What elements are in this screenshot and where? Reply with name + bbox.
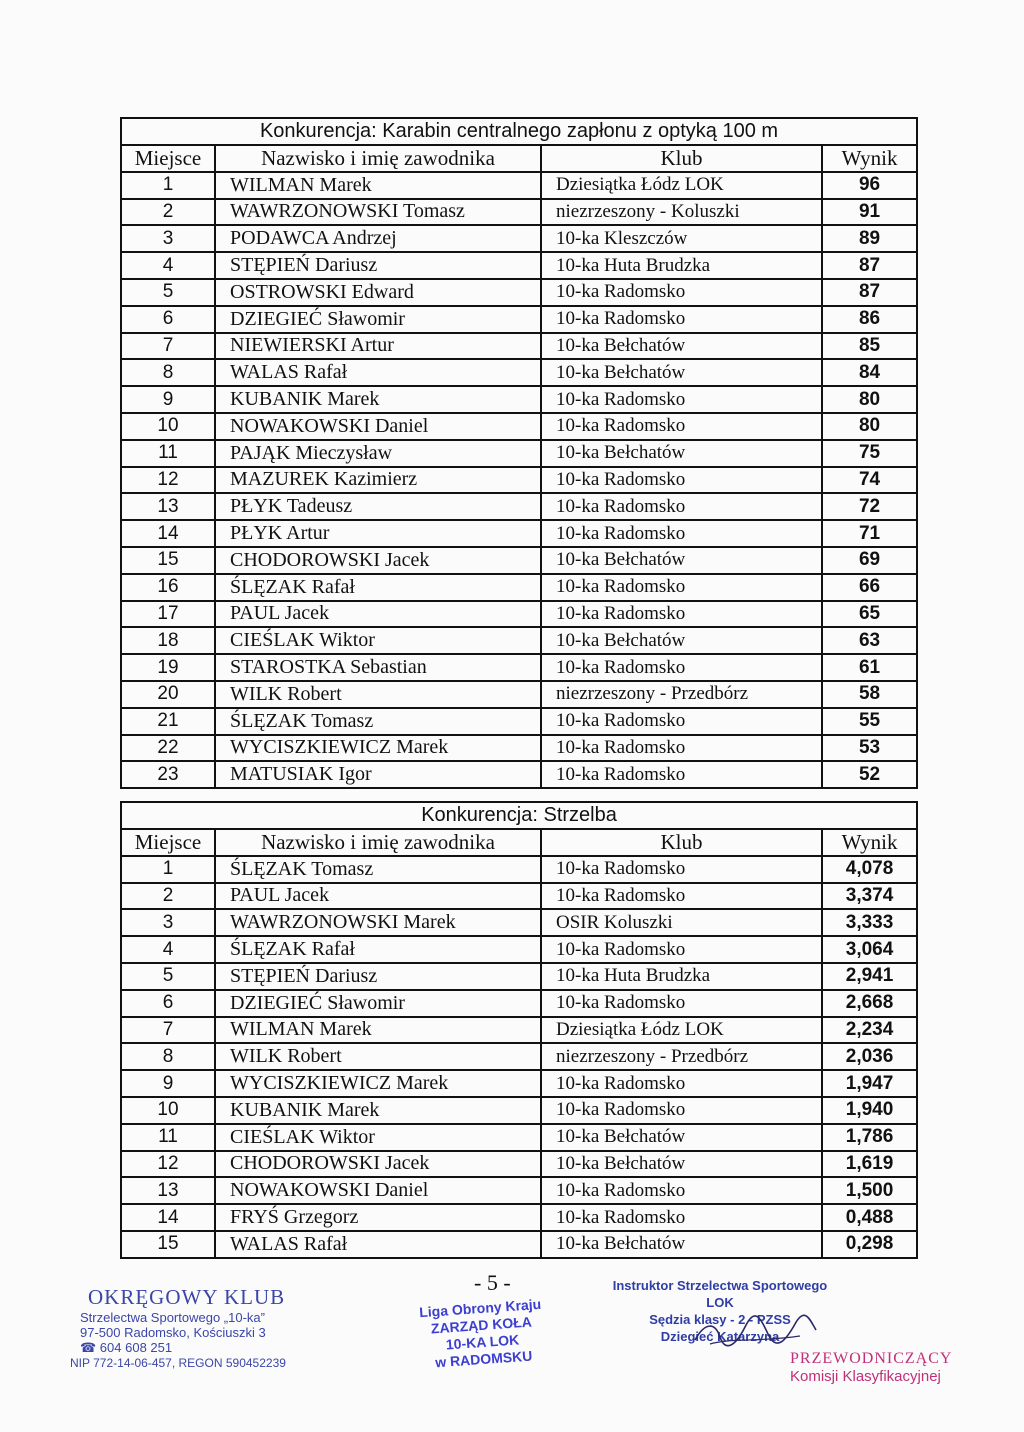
table-row: [121, 225, 917, 252]
cell-place: 20: [121, 681, 215, 708]
cell-club: 10-ka Radomsko: [541, 1070, 822, 1097]
table-row: [121, 547, 917, 574]
cell-place: 19: [121, 654, 215, 681]
cell-place: 12: [121, 467, 215, 494]
cell-score: 84: [822, 359, 917, 386]
table-row: [121, 520, 917, 547]
league-stamp: [390, 1294, 574, 1374]
results-body: [121, 172, 917, 788]
results-table-rifle: [120, 117, 918, 789]
league-stamp-line: ZARZĄD KOŁA: [430, 1313, 533, 1337]
cell-club: 10-ka Bełchatów: [541, 333, 822, 360]
chairman-stamp-title: PRZEWODNICZĄCY: [790, 1350, 953, 1367]
cell-score: 85: [822, 333, 917, 360]
cell-score: 75: [822, 440, 917, 467]
cell-score: 53: [822, 735, 917, 762]
table-row: [121, 1017, 917, 1044]
cell-club: 10-ka Radomsko: [541, 306, 822, 333]
cell-score: 2,234: [822, 1017, 917, 1044]
cell-name: WAWRZONOWSKI Tomasz: [215, 199, 541, 226]
col-header-place: Miejsce: [121, 829, 215, 856]
cell-place: 11: [121, 1124, 215, 1151]
cell-name: DZIEGIEĆ Sławomir: [215, 990, 541, 1017]
cell-score: 80: [822, 413, 917, 440]
cell-club: 10-ka Bełchatów: [541, 440, 822, 467]
cell-score: 87: [822, 279, 917, 306]
table-row: [121, 1231, 917, 1258]
cell-place: 9: [121, 386, 215, 413]
cell-score: 0,488: [822, 1204, 917, 1231]
cell-place: 7: [121, 1017, 215, 1044]
cell-name: WYCISZKIEWICZ Marek: [215, 1070, 541, 1097]
cell-score: 63: [822, 627, 917, 654]
cell-name: WALAS Rafał: [215, 359, 541, 386]
table-row: [121, 1124, 917, 1151]
cell-place: 7: [121, 333, 215, 360]
cell-place: 15: [121, 547, 215, 574]
cell-name: WILMAN Marek: [215, 172, 541, 199]
table-row: [121, 306, 917, 333]
cell-name: NOWAKOWSKI Daniel: [215, 1177, 541, 1204]
cell-place: 6: [121, 990, 215, 1017]
chairman-stamp: [790, 1350, 980, 1385]
cell-place: 3: [121, 225, 215, 252]
cell-place: 10: [121, 1097, 215, 1124]
results-table-shotgun: [120, 801, 918, 1259]
cell-club: 10-ka Bełchatów: [541, 547, 822, 574]
cell-name: PAUL Jacek: [215, 883, 541, 910]
cell-name: PŁYK Tadeusz: [215, 493, 541, 520]
cell-name: WAWRZONOWSKI Marek: [215, 909, 541, 936]
table-row: [121, 333, 917, 360]
cell-place: 11: [121, 440, 215, 467]
table-caption-row: [121, 118, 917, 145]
cell-name: STĘPIEŃ Dariusz: [215, 252, 541, 279]
cell-club: niezrzeszony - Przedbórz: [541, 681, 822, 708]
cell-club: 10-ka Radomsko: [541, 493, 822, 520]
table-row: [121, 735, 917, 762]
cell-place: 4: [121, 252, 215, 279]
cell-score: 74: [822, 467, 917, 494]
page-number: - 5 -: [474, 1270, 511, 1295]
cell-place: 1: [121, 172, 215, 199]
cell-name: MAZUREK Kazimierz: [215, 467, 541, 494]
cell-name: ŚLĘZAK Tomasz: [215, 708, 541, 735]
cell-score: 72: [822, 493, 917, 520]
cell-club: 10-ka Kleszczów: [541, 225, 822, 252]
cell-name: WYCISZKIEWICZ Marek: [215, 735, 541, 762]
cell-score: 69: [822, 547, 917, 574]
cell-club: 10-ka Radomsko: [541, 279, 822, 306]
table-row: [121, 627, 917, 654]
cell-club: niezrzeszony - Koluszki: [541, 199, 822, 226]
cell-club: 10-ka Radomsko: [541, 761, 822, 788]
cell-score: 2,941: [822, 963, 917, 990]
cell-score: 66: [822, 574, 917, 601]
cell-name: WILMAN Marek: [215, 1017, 541, 1044]
table-row: [121, 199, 917, 226]
col-header-name: Nazwisko i imię zawodnika: [215, 829, 541, 856]
table-row: [121, 654, 917, 681]
table-row: [121, 990, 917, 1017]
cell-score: 1,500: [822, 1177, 917, 1204]
cell-club: 10-ka Radomsko: [541, 883, 822, 910]
club-stamp-phone: ☎ 604 608 251: [80, 1340, 173, 1355]
cell-score: 91: [822, 199, 917, 226]
competition-title: Konkurencja: Karabin centralnego zapłonu z optyką 100 m: [121, 118, 917, 145]
table-row: [121, 1070, 917, 1097]
cell-place: 14: [121, 520, 215, 547]
cell-place: 13: [121, 1177, 215, 1204]
cell-place: 4: [121, 936, 215, 963]
table-row: [121, 386, 917, 413]
table-row: [121, 963, 917, 990]
cell-club: 10-ka Radomsko: [541, 413, 822, 440]
cell-score: 3,333: [822, 909, 917, 936]
cell-place: 6: [121, 306, 215, 333]
cell-name: KUBANIK Marek: [215, 386, 541, 413]
cell-name: PŁYK Artur: [215, 520, 541, 547]
cell-club: Dziesiątka Łódz LOK: [541, 172, 822, 199]
chairman-stamp-committee: Komisji Klasyfikacyjnej: [790, 1368, 941, 1385]
cell-club: 10-ka Radomsko: [541, 735, 822, 762]
table-row: [121, 936, 917, 963]
cell-score: 1,940: [822, 1097, 917, 1124]
cell-club: 10-ka Radomsko: [541, 1097, 822, 1124]
cell-score: 1,619: [822, 1151, 917, 1178]
cell-score: 4,078: [822, 856, 917, 883]
cell-name: FRYŚ Grzegorz: [215, 1204, 541, 1231]
col-header-score: Wynik: [822, 829, 917, 856]
club-stamp-line: Strzelectwa Sportowego „10-ka”: [80, 1310, 265, 1325]
cell-score: 61: [822, 654, 917, 681]
cell-score: 52: [822, 761, 917, 788]
cell-name: DZIEGIEĆ Sławomir: [215, 306, 541, 333]
cell-club: 10-ka Radomsko: [541, 467, 822, 494]
cell-place: 10: [121, 413, 215, 440]
cell-club: 10-ka Bełchatów: [541, 1124, 822, 1151]
cell-name: STĘPIEŃ Dariusz: [215, 963, 541, 990]
cell-place: 8: [121, 359, 215, 386]
cell-score: 3,064: [822, 936, 917, 963]
table-row: [121, 601, 917, 628]
table-row: [121, 467, 917, 494]
cell-club: niezrzeszony - Przedbórz: [541, 1043, 822, 1070]
cell-place: 2: [121, 199, 215, 226]
club-stamp-nip: NIP 772-14-06-457, REGON 590452239: [70, 1356, 286, 1370]
cell-score: 65: [822, 601, 917, 628]
instructor-stamp-title: Instruktor Strzelectwa Sportowego LOK: [612, 1278, 828, 1310]
cell-place: 2: [121, 883, 215, 910]
table-row: [121, 279, 917, 306]
cell-score: 1,786: [822, 1124, 917, 1151]
cell-place: 14: [121, 1204, 215, 1231]
table-row: [121, 681, 917, 708]
cell-place: 22: [121, 735, 215, 762]
cell-name: OSTROWSKI Edward: [215, 279, 541, 306]
cell-name: NIEWIERSKI Artur: [215, 333, 541, 360]
cell-club: 10-ka Bełchatów: [541, 627, 822, 654]
cell-place: 3: [121, 909, 215, 936]
col-header-club: Klub: [541, 829, 822, 856]
cell-score: 0,298: [822, 1231, 917, 1258]
col-header-score: Wynik: [822, 145, 917, 172]
cell-score: 2,668: [822, 990, 917, 1017]
col-header-name: Nazwisko i imię zawodnika: [215, 145, 541, 172]
cell-score: 2,036: [822, 1043, 917, 1070]
cell-name: ŚLĘZAK Rafał: [215, 574, 541, 601]
cell-name: ŚLĘZAK Rafał: [215, 936, 541, 963]
cell-score: 80: [822, 386, 917, 413]
cell-club: 10-ka Bełchatów: [541, 1231, 822, 1258]
table-row: [121, 856, 917, 883]
table-row: [121, 909, 917, 936]
cell-name: CIEŚLAK Wiktor: [215, 1124, 541, 1151]
cell-score: 87: [822, 252, 917, 279]
table-row: [121, 1151, 917, 1178]
cell-place: 9: [121, 1070, 215, 1097]
league-stamp-line: Liga Obrony Kraju: [418, 1295, 542, 1321]
club-stamp-address: 97-500 Radomsko, Kościuszki 3: [80, 1325, 266, 1340]
cell-club: 10-ka Bełchatów: [541, 359, 822, 386]
cell-place: 15: [121, 1231, 215, 1258]
table-row: [121, 574, 917, 601]
cell-score: 3,374: [822, 883, 917, 910]
instructor-stamp-class: Sędzia klasy - 2 - PZSS: [649, 1312, 791, 1327]
cell-place: 8: [121, 1043, 215, 1070]
table-row: [121, 761, 917, 788]
league-stamp-line: w RADOMSKU: [434, 1347, 533, 1371]
cell-club: 10-ka Radomsko: [541, 856, 822, 883]
table-row: [121, 1177, 917, 1204]
table-row: [121, 1043, 917, 1070]
table-row: [121, 413, 917, 440]
table-row: [121, 883, 917, 910]
cell-place: 23: [121, 761, 215, 788]
cell-score: 58: [822, 681, 917, 708]
cell-club: 10-ka Radomsko: [541, 654, 822, 681]
cell-club: 10-ka Radomsko: [541, 990, 822, 1017]
cell-place: 1: [121, 856, 215, 883]
cell-club: 10-ka Huta Brudzka: [541, 963, 822, 990]
table-row: [121, 1204, 917, 1231]
cell-place: 21: [121, 708, 215, 735]
cell-score: 71: [822, 520, 917, 547]
cell-place: 5: [121, 963, 215, 990]
table-row: [121, 493, 917, 520]
cell-name: PAJĄK Mieczysław: [215, 440, 541, 467]
instructor-stamp-name: Dziegieć Katarzyna: [660, 1329, 780, 1344]
cell-name: PODAWCA Andrzej: [215, 225, 541, 252]
table-row: [121, 359, 917, 386]
table-header-row: [121, 829, 917, 856]
cell-place: 12: [121, 1151, 215, 1178]
cell-club: 10-ka Radomsko: [541, 386, 822, 413]
table-header-row: [121, 145, 917, 172]
cell-name: MATUSIAK Igor: [215, 761, 541, 788]
cell-club: 10-ka Radomsko: [541, 574, 822, 601]
cell-name: PAUL Jacek: [215, 601, 541, 628]
cell-name: ŚLĘZAK Tomasz: [215, 856, 541, 883]
table-row: [121, 1097, 917, 1124]
cell-name: CHODOROWSKI Jacek: [215, 1151, 541, 1178]
cell-club: OSIR Koluszki: [541, 909, 822, 936]
cell-score: 1,947: [822, 1070, 917, 1097]
cell-name: WILK Robert: [215, 681, 541, 708]
cell-name: WILK Robert: [215, 1043, 541, 1070]
cell-place: 18: [121, 627, 215, 654]
cell-club: 10-ka Bełchatów: [541, 1151, 822, 1178]
table-caption-row: [121, 802, 917, 829]
cell-club: 10-ka Radomsko: [541, 708, 822, 735]
cell-place: 5: [121, 279, 215, 306]
cell-place: 16: [121, 574, 215, 601]
cell-score: 96: [822, 172, 917, 199]
cell-name: WALAS Rafał: [215, 1231, 541, 1258]
competition-title: Konkurencja: Strzelba: [121, 802, 917, 829]
cell-place: 17: [121, 601, 215, 628]
cell-name: STAROSTKA Sebastian: [215, 654, 541, 681]
cell-club: 10-ka Radomsko: [541, 1204, 822, 1231]
cell-score: 89: [822, 225, 917, 252]
cell-score: 86: [822, 306, 917, 333]
cell-name: NOWAKOWSKI Daniel: [215, 413, 541, 440]
table-row: [121, 172, 917, 199]
cell-club: Dziesiątka Łódz LOK: [541, 1017, 822, 1044]
cell-place: 13: [121, 493, 215, 520]
col-header-club: Klub: [541, 145, 822, 172]
cell-club: 10-ka Radomsko: [541, 601, 822, 628]
table-row: [121, 252, 917, 279]
club-stamp: [70, 1285, 330, 1370]
cell-club: 10-ka Radomsko: [541, 936, 822, 963]
league-stamp-line: 10-KA LOK: [445, 1331, 520, 1353]
cell-score: 55: [822, 708, 917, 735]
cell-club: 10-ka Radomsko: [541, 1177, 822, 1204]
cell-club: 10-ka Radomsko: [541, 520, 822, 547]
handwritten-signature: [690, 1312, 820, 1352]
cell-name: KUBANIK Marek: [215, 1097, 541, 1124]
cell-club: 10-ka Huta Brudzka: [541, 252, 822, 279]
table-row: [121, 440, 917, 467]
club-stamp-title: OKRĘGOWY KLUB: [88, 1285, 286, 1309]
table-row: [121, 708, 917, 735]
cell-name: CHODOROWSKI Jacek: [215, 547, 541, 574]
cell-name: CIEŚLAK Wiktor: [215, 627, 541, 654]
results-body: [121, 856, 917, 1258]
col-header-place: Miejsce: [121, 145, 215, 172]
